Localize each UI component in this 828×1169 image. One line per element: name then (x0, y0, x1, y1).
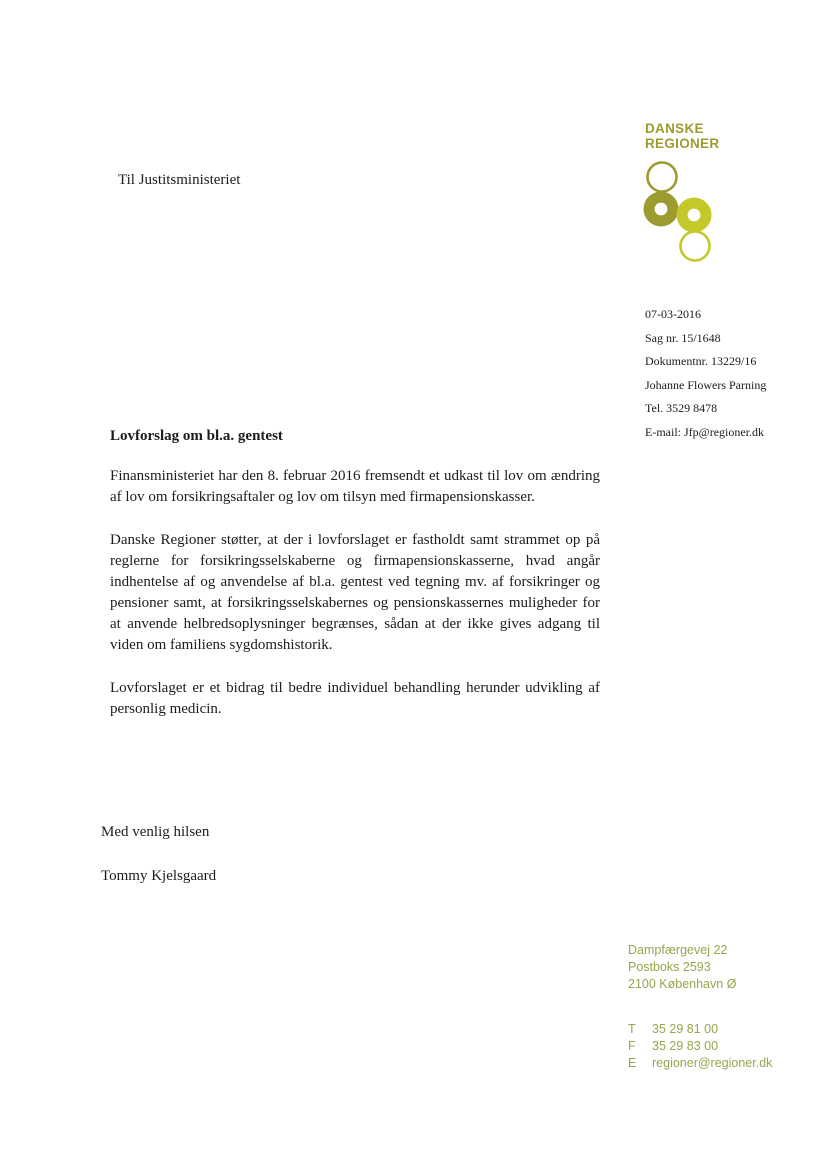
footer-fax-label: F (628, 1039, 636, 1053)
danske-regioner-circles-icon (642, 160, 718, 270)
closing-salutation: Med venlig hilsen (101, 824, 210, 840)
meta-date: 07-03-2016 (645, 307, 701, 321)
paragraph-2: Danske Regioner støtter, at der i lovforslaget er fastholdt samt strammet op på reglerne for forsikringsselskaberne og firmapensionskasserne, hvad angår indhentelse af og anvendelse af bl.a. gentest ved tegning mv. af forsikringer og pensioner samt, at forsikringsselskabernes og pensionskassernes muligheder for at anvende helbredsoplysninger begrænses, sådan at der ikke gives adgang til viden om familiens sygdomshistorik. (110, 532, 600, 653)
footer-fax-value: 35 29 83 00 (652, 1039, 719, 1053)
meta-document-number: Dokumentnr. 13229/16 (645, 354, 757, 368)
footer-fax-row (628, 1038, 772, 1055)
signature-name: Tommy Kjelsgaard (101, 868, 217, 884)
footer-email-label: E (628, 1056, 637, 1070)
letter-meta-block (645, 308, 766, 449)
recipient-line: Til Justitsministeriet (118, 172, 241, 188)
footer-address-pobox: Postboks 2593 (628, 960, 711, 974)
footer-phone-value: 35 29 81 00 (652, 1022, 719, 1036)
footer-address-street: Dampfærgevej 22 (628, 943, 728, 957)
footer-contacts (628, 1021, 772, 1072)
footer-block (628, 942, 772, 1072)
meta-contact-name: Johanne Flowers Parning (645, 377, 767, 392)
meta-email: E-mail: Jfp@regioner.dk (645, 424, 765, 439)
letter-body (110, 428, 600, 742)
meta-phone: Tel. 3529 8478 (645, 401, 718, 415)
meta-case-number: Sag nr. 15/1648 (645, 330, 721, 345)
logo-line1: DANSKE (645, 121, 704, 136)
footer-email-value: regioner@regioner.dk (652, 1056, 773, 1070)
footer-address (628, 942, 772, 993)
paragraph-3: Lovforslaget er et bidrag til bedre individuel behandling herunder udvikling af personlig medicin. (110, 680, 600, 717)
logo-line2: REGIONER (645, 136, 720, 151)
footer-email-row (628, 1055, 772, 1072)
paragraph-1: Finansministeriet har den 8. februar 2016 fremsendt et udkast til lov om ændring af lov om forsikringsaftaler og lov om tilsyn med firmapensionskasser. (110, 468, 600, 505)
footer-address-city: 2100 København Ø (628, 977, 737, 991)
footer-phone-row (628, 1021, 772, 1038)
letter-heading: Lovforslag om bl.a. gentest (110, 428, 283, 444)
danske-regioner-logo-text (645, 121, 719, 151)
footer-phone-label: T (628, 1022, 636, 1036)
